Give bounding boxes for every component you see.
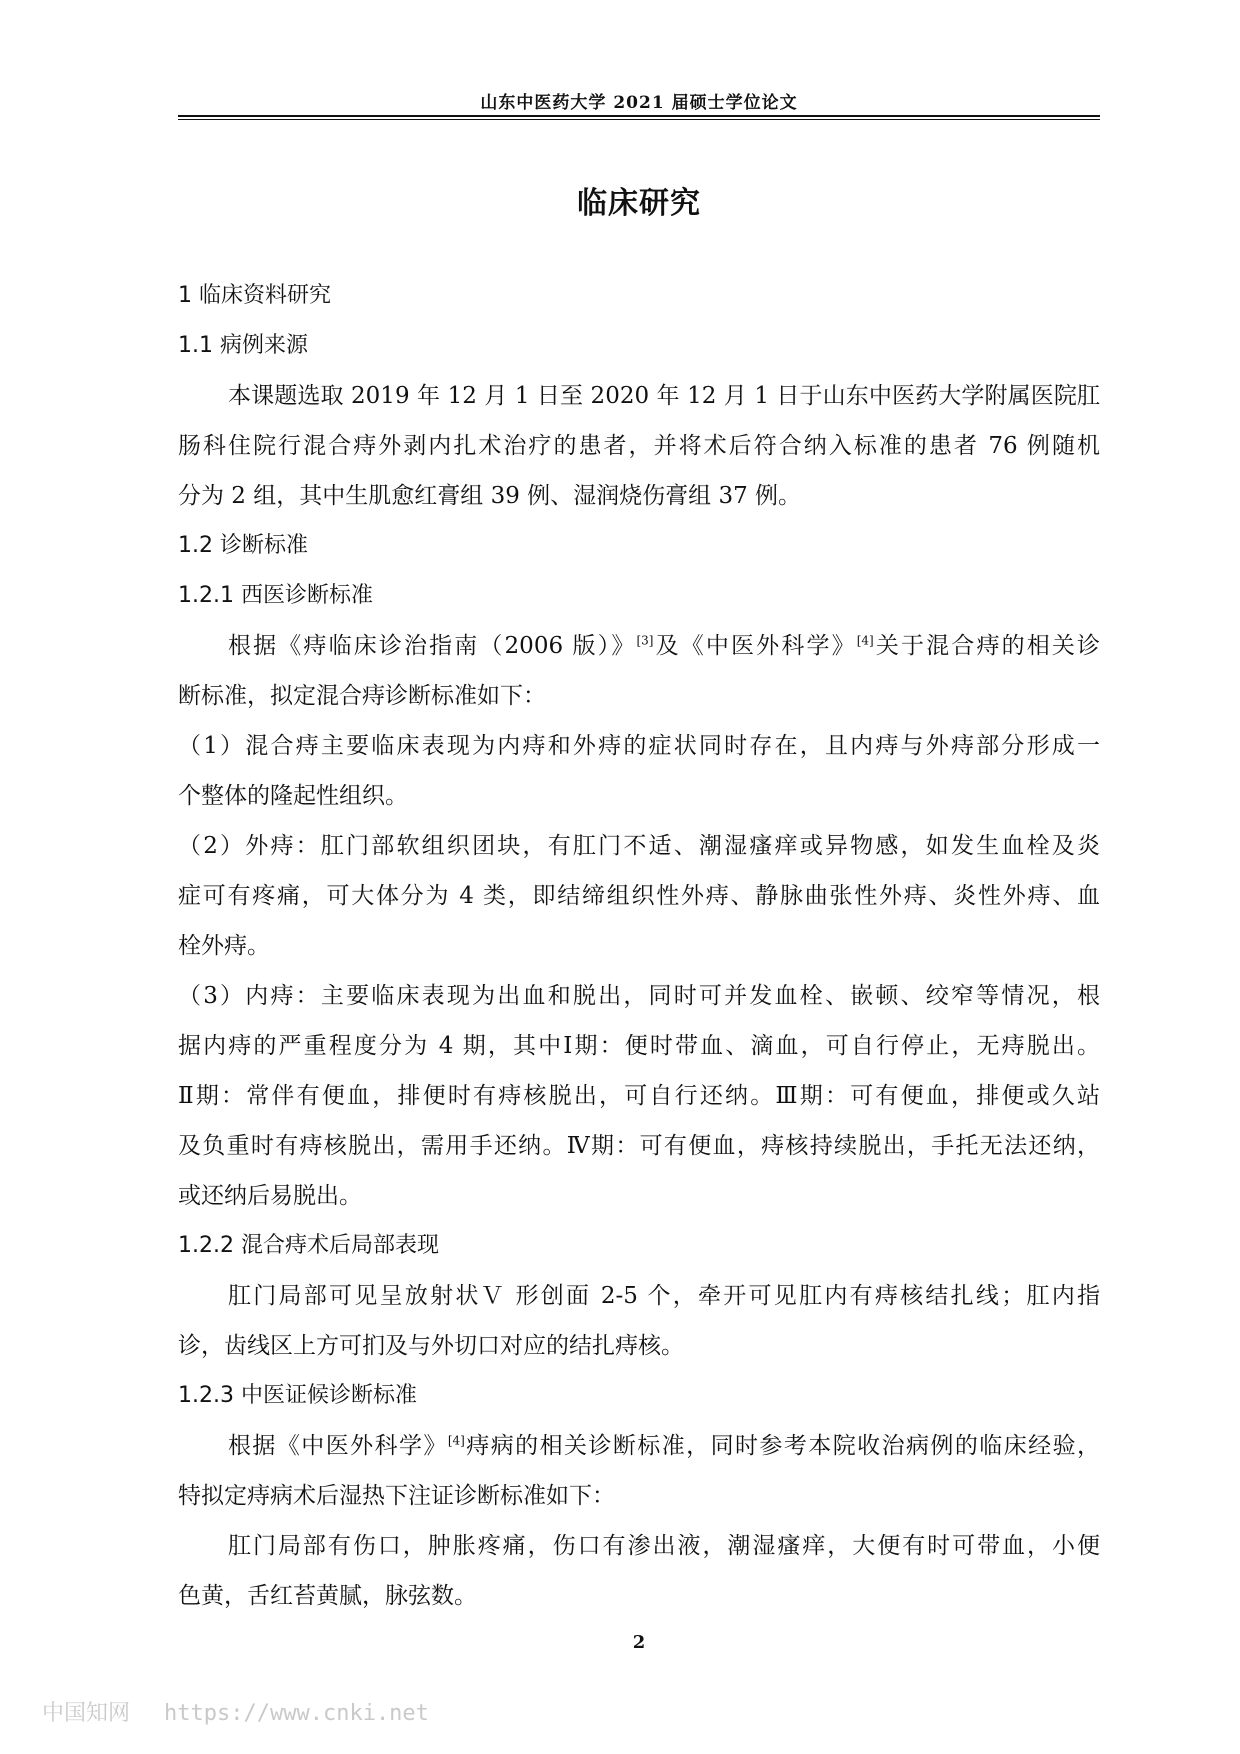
text-segment: 根据《痔临床诊治指南（2006 版）》 [228, 633, 637, 659]
citation-ref: [4] [447, 1433, 465, 1448]
watermark-brand: 中国知网 [42, 1701, 131, 1726]
paragraph-line: 诊，齿线区上方可扪及与外切口对应的结扎痔核。 [178, 1333, 684, 1359]
section-heading-1-2: 1.2 诊断标准 [178, 533, 308, 558]
paragraph-line: 症可有疼痛，可大体分为 4 类，即结缔组织性外痔、静脉曲张性外痔、炎性外痔、血 [178, 883, 1100, 909]
header-rule [178, 115, 1100, 117]
paragraph-line: （1）混合痔主要临床表现为内痔和外痔的症状同时存在，且内痔与外痔部分形成一 [178, 733, 1100, 759]
page-title: 临床研究 [577, 186, 701, 221]
paragraph-line: 特拟定痔病术后湿热下注证诊断标准如下： [178, 1483, 615, 1509]
paragraph-line: Ⅱ期：常伴有便血，排便时有痔核脱出，可自行还纳。Ⅲ期：可有便血，排便或久站 [178, 1083, 1100, 1109]
paragraph-line [178, 631, 1100, 661]
paragraph-line: 断标准，拟定混合痔诊断标准如下： [178, 683, 546, 709]
page-number: 2 [632, 1632, 646, 1653]
watermark-url: https://www.cnki.net [164, 1701, 429, 1726]
running-header: 山东中医药大学 2021 届硕士学位论文 [480, 93, 798, 113]
section-heading-1-1: 1.1 病例来源 [178, 333, 308, 358]
watermark [42, 1696, 429, 1727]
paragraph-line: 本课题选取 2019 年 12 月 1 日至 2020 年 12 月 1 日于山东中医药大学附属医院肛 [228, 383, 1100, 409]
paragraph-line: 肛门局部可见呈放射状Ｖ 形创面 2-5 个，牵开可见肛内有痔核结扎线；肛内指 [228, 1283, 1100, 1309]
section-heading-1-2-1: 1.2.1 西医诊断标准 [178, 583, 373, 608]
paragraph-line: （2）外痔：肛门部软组织团块，有肛门不适、潮湿瘙痒或异物感，如发生血栓及炎 [178, 833, 1100, 859]
paragraph-line: 色黄，舌红苔黄腻，脉弦数。 [178, 1583, 477, 1609]
text-segment: 及《中医外科学》 [653, 633, 857, 659]
paragraph-line: （3）内痔：主要临床表现为出血和脱出，同时可并发血栓、嵌顿、绞窄等情况，根 [178, 983, 1100, 1009]
paragraph-line: 肛门局部有伤口，肿胀疼痛，伤口有渗出液，潮湿瘙痒，大便有时可带血，小便 [228, 1533, 1100, 1559]
paragraph-line: 肠科住院行混合痔外剥内扎术治疗的患者，并将术后符合纳入标准的患者 76 例随机 [178, 433, 1100, 459]
paragraph-line [178, 1431, 1100, 1461]
citation-ref: [3] [636, 633, 654, 648]
text-segment: 根据《中医外科学》 [228, 1433, 448, 1459]
paragraph-line: 分为 2 组，其中生肌愈红膏组 39 例、湿润烧伤膏组 37 例。 [178, 483, 802, 509]
section-heading-1-2-3: 1.2.3 中医证候诊断标准 [178, 1383, 417, 1408]
paragraph-line: 栓外痔。 [178, 933, 270, 959]
paragraph-line: 及负重时有痔核脱出，需用手还纳。Ⅳ期：可有便血，痔核持续脱出，手托无法还纳， [178, 1133, 1100, 1159]
text-segment: 关于混合痔的相关诊 [873, 633, 1100, 659]
section-heading-1-2-2: 1.2.2 混合痔术后局部表现 [178, 1233, 439, 1258]
paragraph-line: 个整体的隆起性组织。 [178, 783, 408, 809]
citation-ref: [4] [856, 633, 874, 648]
paragraph-line: 据内痔的严重程度分为 4 期，其中Ⅰ期：便时带血、滴血，可自行停止，无痔脱出。 [178, 1033, 1100, 1059]
text-segment: 痔病的相关诊断标准，同时参考本院收治病例的临床经验， [464, 1433, 1101, 1459]
paragraph-line: 或还纳后易脱出。 [178, 1183, 362, 1209]
section-heading-1: 1 临床资料研究 [178, 283, 331, 308]
